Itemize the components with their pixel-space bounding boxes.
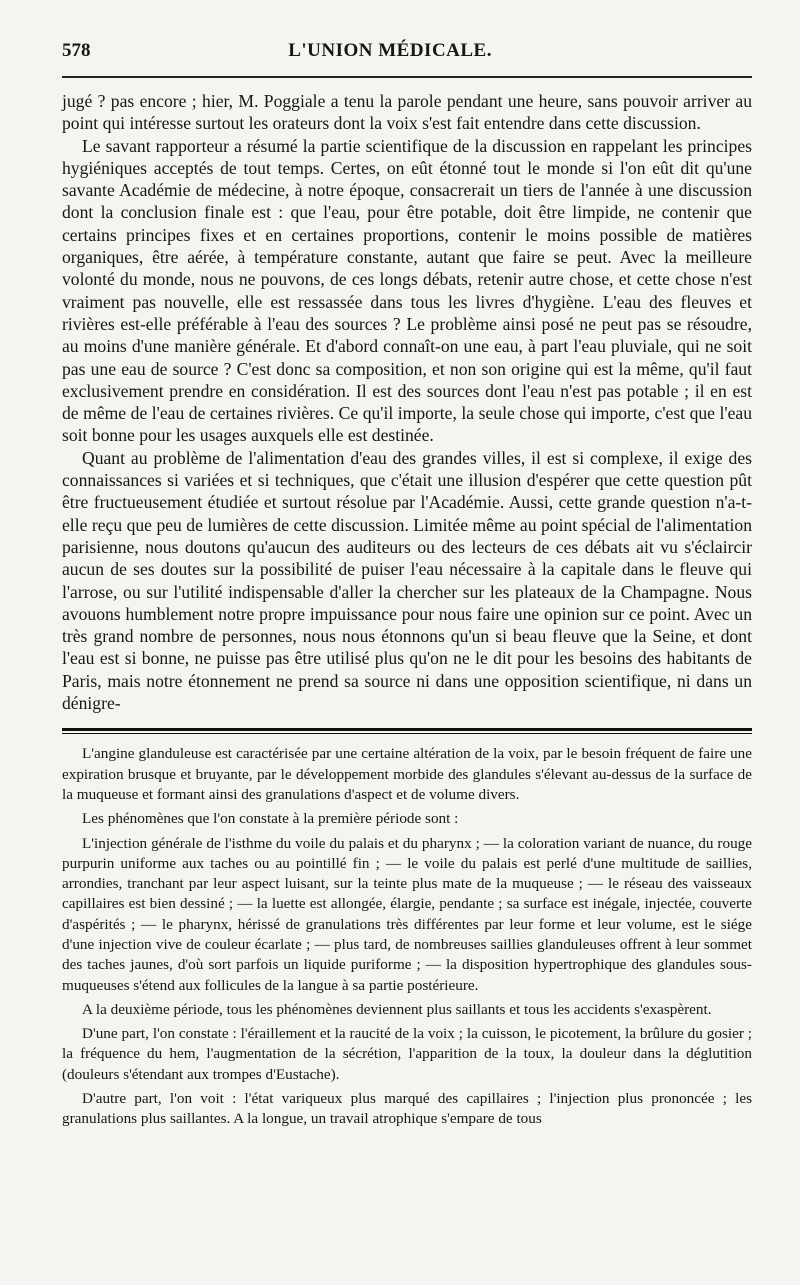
page-header: [62, 40, 752, 76]
note-paragraph: D'autre part, l'on voit : l'état variqueux plus marqué des capillaires ; l'injection plus prononcée ; les granulations plus saillantes. A la longue, un travail atrophique s'empare de tous: [62, 1090, 752, 1128]
main-paragraph: jugé ? pas encore ; hier, M. Poggiale a tenu la parole pendant une heure, sans pouvoir arriver au point qui intéresse surtout les orateurs dont la voix s'est fait entendre dans cette discussion.: [62, 91, 752, 134]
section-divider: [62, 728, 752, 734]
feuilleton-text: [62, 744, 752, 1129]
header-rule: [62, 76, 752, 78]
running-title: L'UNION MÉDICALE.: [288, 40, 492, 61]
note-paragraph: L'injection générale de l'isthme du voile du palais et du pharynx ; — la coloration variant de nuance, du rouge purpurin uniforme aux taches ou au pointillé fin ; — le voile du palais est perlé d'une multitude de saillies, arrondies, tranchant par leur aspect luisant, sur la teinte plus mate de la muqueuse ; — le réseau des vaisseaux capillaires est bien dessiné ; — la luette est allongée, élargie, pendante ; sa surface est inégale, injectée, couverte d'aspérités ; — le pharynx, hérissé de granulations très différentes par leur forme et leur volume, est le siége d'une injection vive de couleur écarlate ; — plus tard, de nombreuses saillies glanduleuses offrent à leur sommet des taches jaunes, d'où sort parfois un liquide puriforme ; — la disposition hypertrophique des glandules sous-muqueuses s'étend aux follicules de la langue à sa partie postérieure.: [62, 834, 752, 994]
note-paragraph: D'une part, l'on constate : l'éraillement et la raucité de la voix ; la cuisson, le picotement, la brûlure du gosier ; la fréquence du hem, l'augmentation de la sécrétion, l'apparition de la toux, la douleur dans la déglutition (douleurs s'étendant aux trompes d'Eustache).: [62, 1025, 752, 1083]
main-text: [62, 90, 752, 714]
page-number: 578: [62, 40, 91, 61]
main-paragraph: Le savant rapporteur a résumé la partie scientifique de la discussion en rappelant les principes hygiéniques acceptés de tout temps. Certes, on eût étonné tout le monde si l'on eût dit qu'une savante Académie de médecine, à notre époque, consacrerait un tiers de l'année à une discussion dont la conclusion finale est : que l'eau, pour être potable, doit être limpide, ne contenir que certains principes fixes et en certaines proportions, contenir le moins possible de matières organiques, être aérée, à température constante, autant que faire se peut. Avec la meilleure volonté du monde, nous ne pouvons, de ces longs débats, retenir autre chose, et cette chose n'est vraiment pas nouvelle, elle est ressassée dans tous les livres d'hygiène. L'eau des fleuves et rivières est-elle préférable à l'eau des sources ? Le problème ainsi posé ne peut pas se résoudre, au moins d'une manière générale. Et d'abord connaît-on une eau, à part l'eau pluviale, qui ne soit pas une eau de source ? C'est donc sa composition, et non son origine qui est la même, qu'il faut exclusivement prendre en considération. Il est des sources dont l'eau n'est pas potable ; il en est de même de l'eau de certaines rivières. Ce qu'il importe, la seule chose qui importe, c'est que l'eau soit bonne pour les usages auxquels elle est destinée.: [62, 135, 752, 446]
note-paragraph: Les phénomènes que l'on constate à la première période sont :: [82, 810, 459, 828]
note-paragraph: L'angine glanduleuse est caractérisée par une certaine altération de la voix, par le besoin fréquent de faire une expiration brusque et bruyante, par le développement morbide des glandules s'élevant au-dessus de la surface de la muqueuse et formant ainsi des granulations d'aspect et de volume divers.: [62, 745, 752, 803]
note-paragraph: A la deuxième période, tous les phénomènes deviennent plus saillants et tous les accidents s'exaspèrent.: [82, 1000, 712, 1018]
main-paragraph: Quant au problème de l'alimentation d'eau des grandes villes, il est si complexe, il exige des connaissances si variées et si techniques, que c'était une illusion d'espérer que cette question pût être fructueusement étudiée et surtout résolue par l'Académie. Aussi, cette grande question n'a-t-elle reçu que peu de lumières de cette discussion. Limitée même au point spécial de l'alimentation parisienne, nous doutons qu'aucun des auditeurs ou des lecteurs de ces débats ait vu s'éclaircir aucun de ses doutes sur la possibilité de puiser l'eau nécessaire à la capitale dans le fleuve qui l'arrose, ou sur l'utilité indispensable d'aller la chercher sur les plateaux de la Champagne. Nous avouons humblement notre propre impuissance pour nous faire une opinion sur ce point. Avec un très grand nombre de personnes, nous nous étonnons qu'un si beau fleuve que la Seine, et dont l'eau est si bonne, ne puisse pas être utilisé plus qu'on ne le dit pour les besoins des habitants de Paris, mais notre étonnement ne prend sa source ni dans une opposition scientifique, ni dans un dénigre-: [62, 447, 752, 714]
